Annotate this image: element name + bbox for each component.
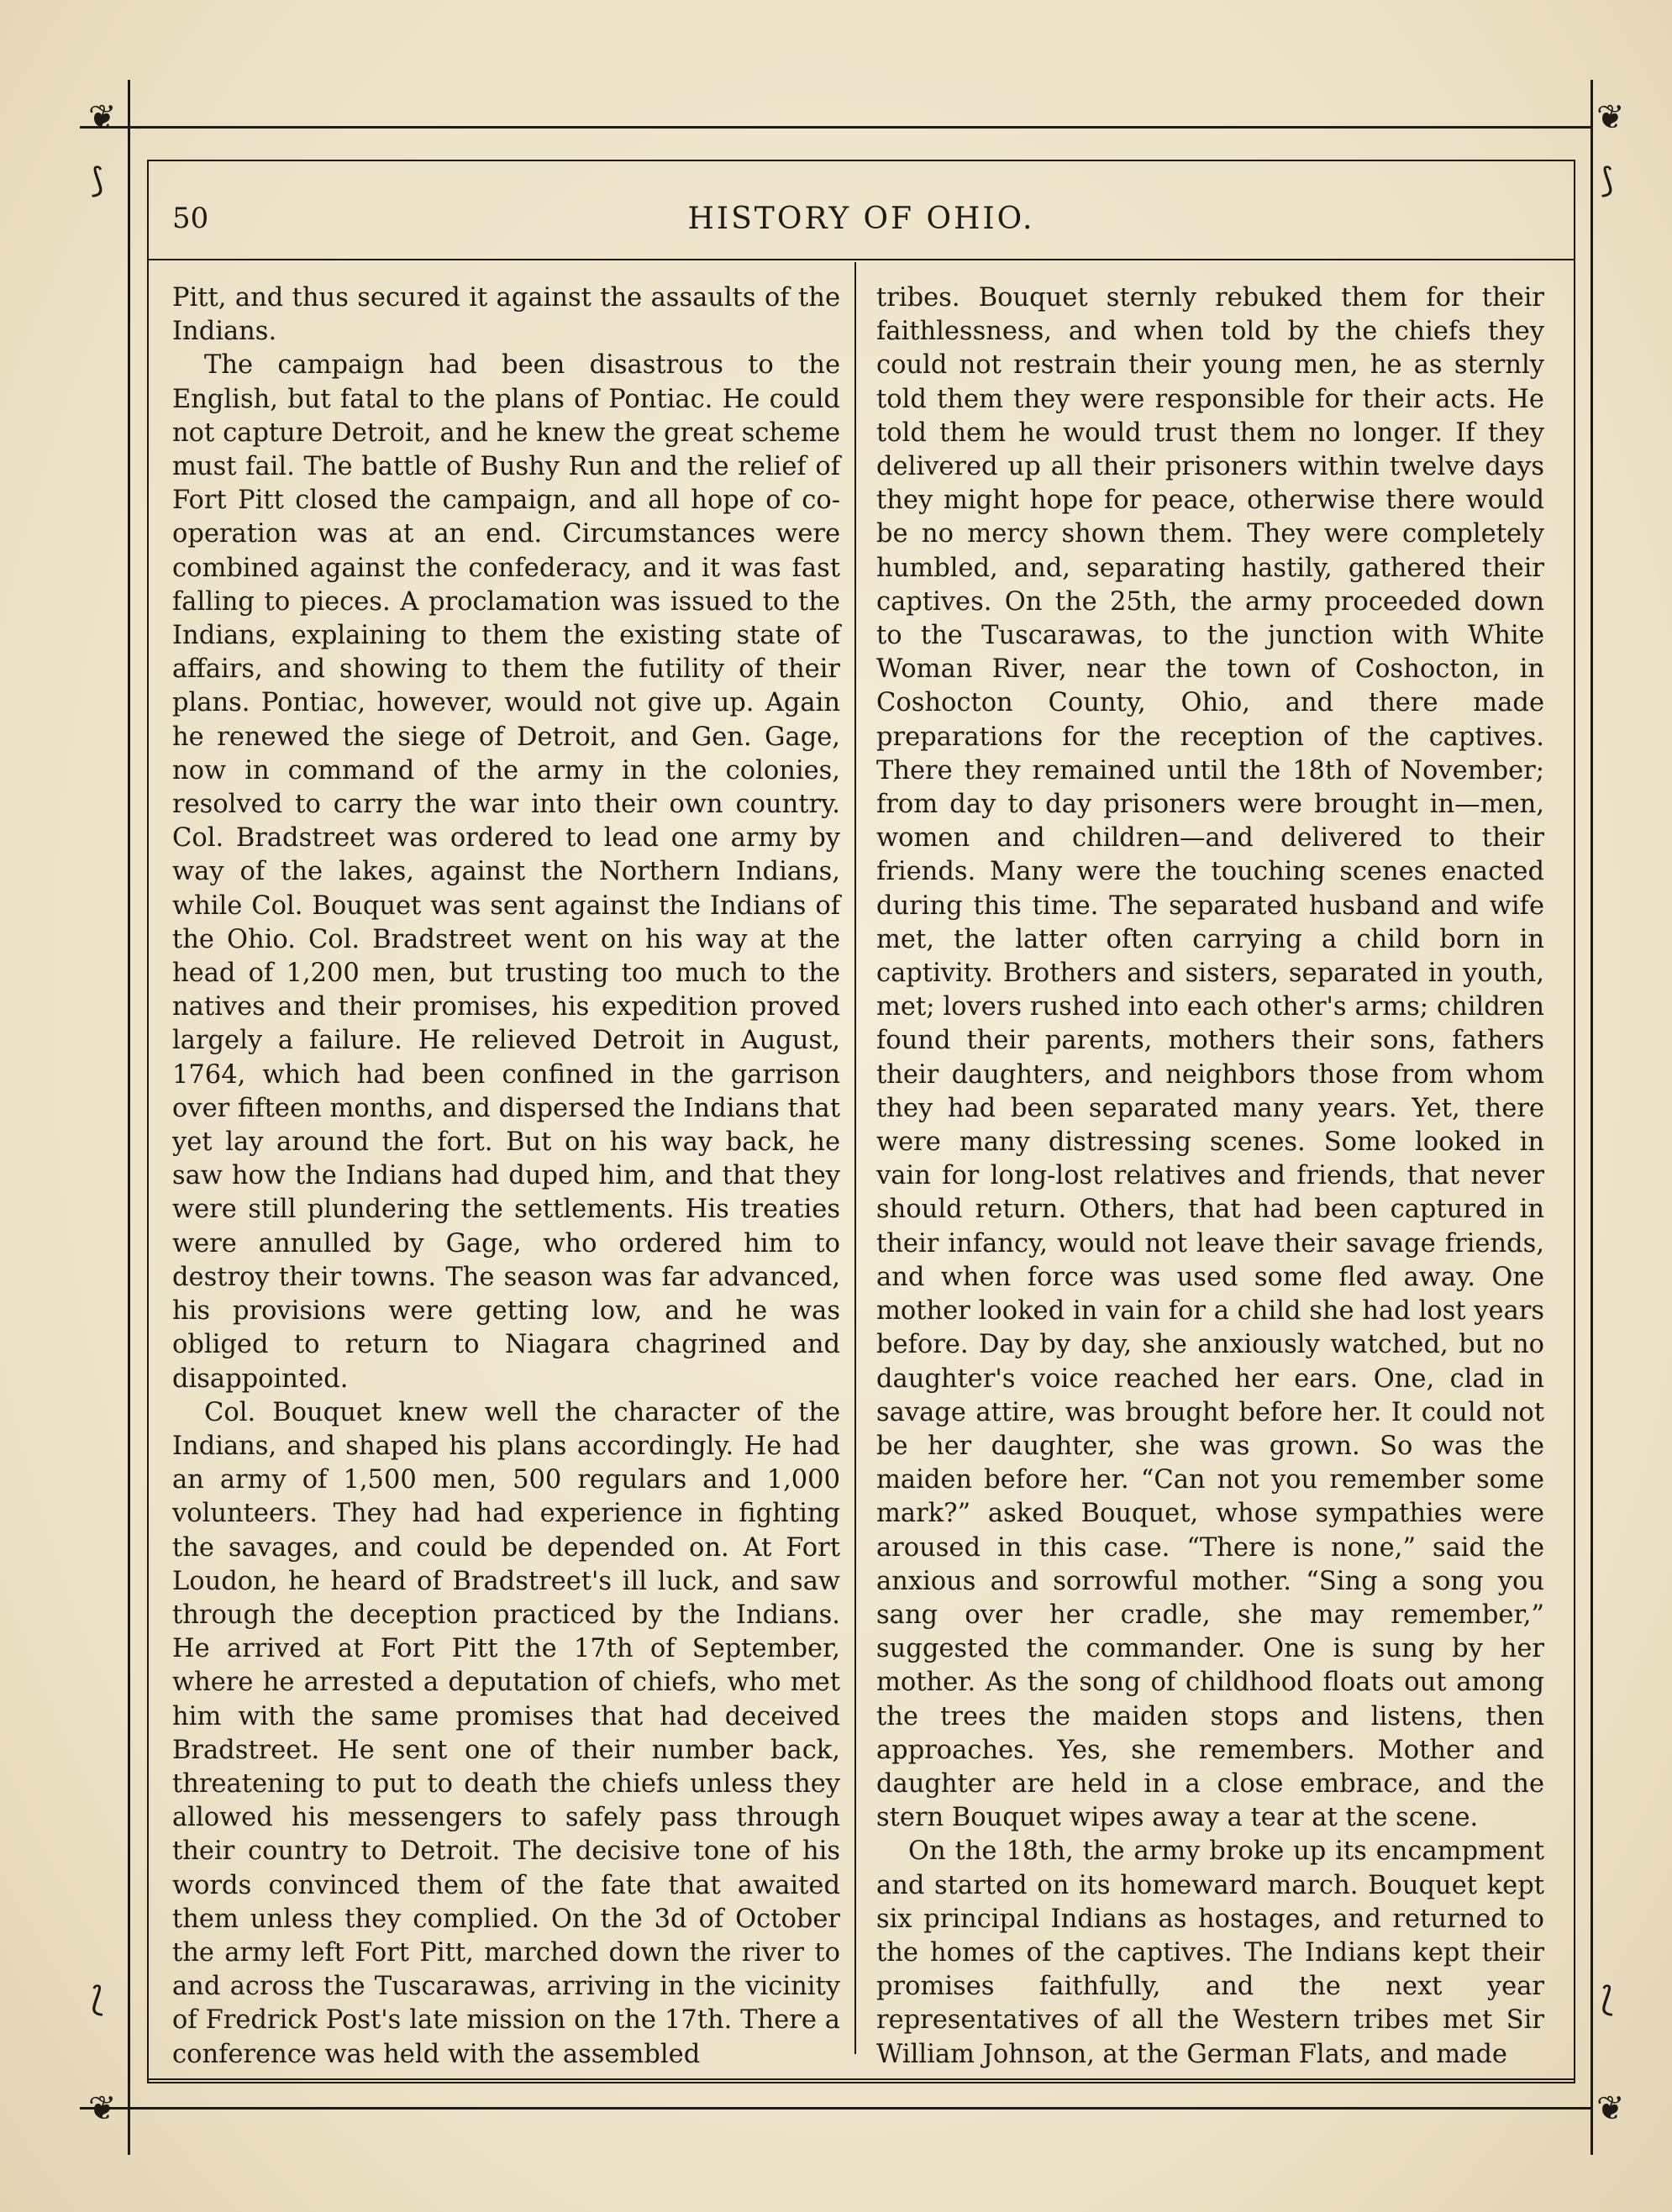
corner-ornament-top-right-icon: ❦ [1596,98,1625,137]
running-title: HISTORY OF OHIO. [687,202,1035,236]
frame-right-rule [1591,80,1593,2155]
frame-left-rule [128,80,130,2155]
corner-ornament-top-left-icon: ❦ [88,98,117,137]
text-bottom-rule [147,2078,1575,2080]
page-header [172,202,1550,260]
frame-bottom-rule [80,2107,1592,2110]
paragraph: tribes. Bouquet sternly rebuked them for their faithlessness, and when told by the chiefs they could not restrain their young men, he as sternly told them they were responsible for their acts. He told them he would trust them no longer. If they delivered up all their prisoners within twelve days they might hope for peace, otherwise there would be no mercy shown them. They were completely humbled, and, separating hastily, gathered their captives. On the 25th, the army proceeded down to the Tuscarawas, to the junction with White Woman River, near the town of Coshocton, in Coshocton County, Ohio, and there made preparations for the reception of the captives. There they remained until the 18th of November; from day to day prisoners were brought in—men, women and children—and delivered to their friends. Many were the touching scenes enacted during this time. The separated husband and wife met, the latter often carrying a child born in captivity. Brothers and sisters, separated in youth, met; lovers rushed into each other's arms; children found their parents, mothers their sons, fathers their daughters, and neighbors those from whom they had been separated many years. Yet, there were many distressing scenes. Some looked in vain for long-lost relatives and friends, that never should return. Others, that had been captured in their infancy, would not leave their savage friends, and when force was used some fled away. One mother looked in vain for a child she had lost years before. Day by day, she anxiously watched, but no daughter's voice reached her ears. One, clad in savage attire, was brought before her. It could not be her daughter, she was grown. So was the maiden before her. “Can not you remember some mark?” asked Bouquet, whose sympathies were aroused in this case. “There is none,” said the anxious and sorrowful mother. “Sing a song you sang over her cradle, she may remember,” suggested the commander. One is sung by her mother. As the song of childhood floats out among the trees the maiden stops and listens, then approaches. Yes, she remembers. Mother and daughter are held in a close embrace, and the stern Bouquet wipes away a tear at the scene. [876,283,1544,1833]
column-divider [854,262,856,2054]
scroll-ornament-right-bottom-icon: ⟅ [1601,1980,1614,2019]
corner-ornament-bottom-right-icon: ❦ [1596,2089,1625,2128]
left-column [172,281,840,2069]
scroll-ornament-left-bottom-icon: ⟅ [91,1980,104,2019]
paragraph: Col. Bouquet knew well the character of the Indians, and shaped his plans accordingly. He had an army of 1,500 men, 500 regulars and 1,000 volunteers. They had had experience in fighting the savages, and could be depended on. At Fort Loudon, he heard of Bradstreet's ill luck, and saw through the deception practiced by the Indians. He arrived at Fort Pitt the 17th of September, where he arrested a deputation of chiefs, who met him with the same promises that had deceived Bradstreet. He sent one of their number back, threatening to put to death the chiefs unless they allowed his messengers to safely pass through their country to Detroit. The decisive tone of his words convinced them of the fate that awaited them unless they complied. On the 3d of October the army left Fort Pitt, marched down the river to and across the Tuscarawas, arriving in the vicinity of Fredrick Post's late mission on the 17th. There a conference was held with the assembled [172,1397,840,2069]
paragraph: The campaign had been disastrous to the English, but fatal to the plans of Pontiac. He could not capture Detroit, and he knew the great scheme must fail. The battle of Bushy Run and the relief of Fort Pitt closed the campaign, and all hope of co-operation was at an end. Circumstances were combined against the confederacy, and it was fast falling to pieces. A proclamation was issued to the Indians, explaining to them the existing state of affairs, and showing to them the futility of their plans. Pontiac, however, would not give up. Again he renewed the siege of Detroit, and Gen. Gage, now in command of the army in the colonies, resolved to carry the war into their own country. Col. Bradstreet was ordered to lead one army by way of the lakes, against the Northern Indians, while Col. Bouquet was sent against the Indians of the Ohio. Col. Bradstreet went on his way at the head of 1,200 men, but trusting too much to the natives and their promises, his expedition proved largely a failure. He relieved Detroit in August, 1764, which had been confined in the garrison over fifteen months, and dispersed the Indians that yet lay around the fort. But on his way back, he saw how the Indians had duped him, and that they were still plundering the settlements. His treaties were annulled by Gage, who ordered him to destroy their towns. The season was far advanced, his provisions were getting low, and he was obliged to return to Niagara chagrined and disappointed. [172,350,840,1394]
page-number: 50 [172,202,209,235]
paragraph: On the 18th, the army broke up its encampment and started on its homeward march. Bouquet kept six principal Indians as hostages, and returned to the homes of the captives. The Indians kept their promises faithfully, and the next year representatives of all the Western tribes met Sir William Johnson, at the German Flats, and made [876,1836,1544,2069]
header-rule [147,259,1575,260]
paragraph: Pitt, and thus secured it against the assaults of the Indians. [172,283,840,347]
scroll-ornament-left-top-icon: ⟆ [91,161,104,200]
frame-top-rule [80,126,1592,129]
scroll-ornament-right-top-icon: ⟆ [1601,161,1614,200]
right-column [876,281,1544,2069]
corner-ornament-bottom-left-icon: ❦ [88,2089,117,2128]
